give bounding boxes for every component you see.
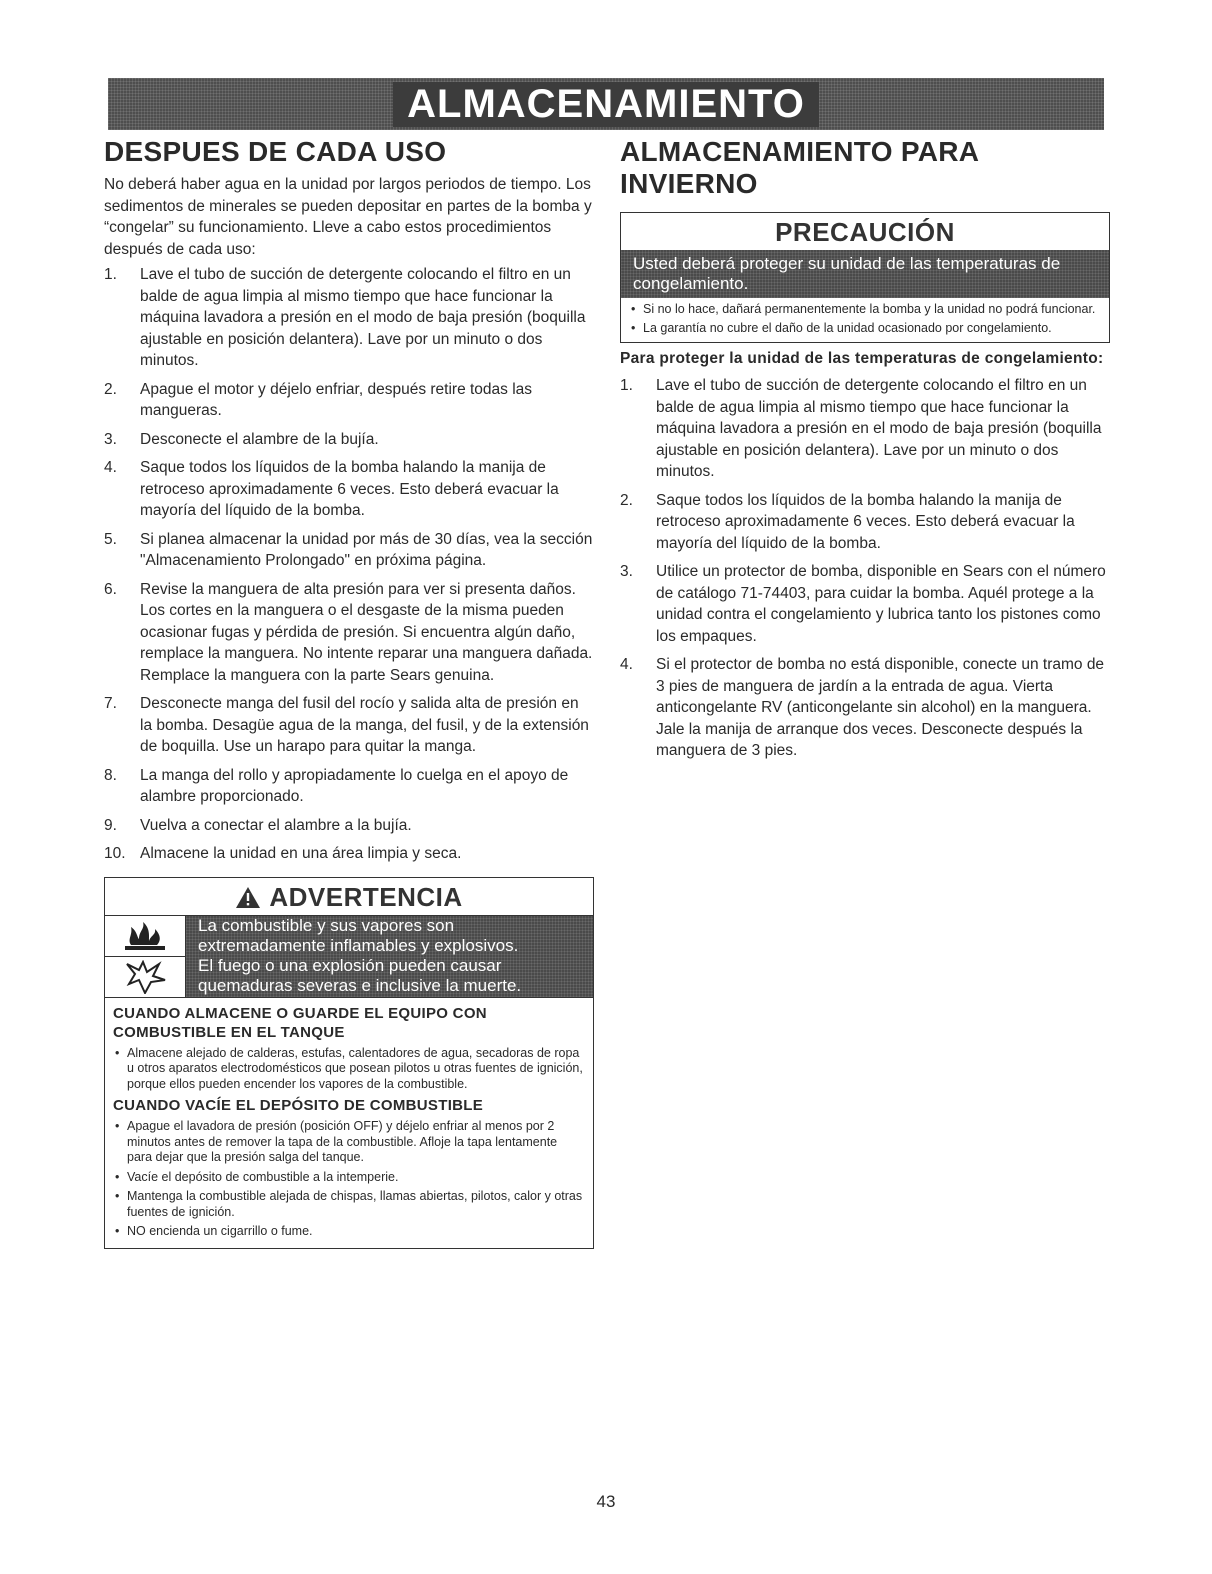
page-number: 43 — [596, 1492, 616, 1511]
list-item: • NO encienda un cigarrillo o fume. — [113, 1224, 585, 1240]
warning-body — [105, 997, 593, 1248]
list-item: • Si no lo hace, dañará permanentemente la bomba y la unidad no podrá funcionar. — [629, 302, 1101, 317]
after-use-intro: No deberá haber agua en la unidad por largos periodos de tiempo. Los sedimentos de minerales se pueden depositar en partes de la bomba y “congelar” su funcionamiento. Lleve a cabo estos procedimientos después de cada uso: — [104, 176, 592, 258]
list-item: 2. Saque todos los líquidos de la bomba halando la manija de retroceso aproximadamente 6 veces. Esto deberá evacuar la mayoría del líquido de la bomba. — [620, 491, 1075, 552]
list-item: 10. Almacene la unidad en una área limpia y seca. — [104, 845, 462, 863]
storage-fuel-list — [113, 1046, 585, 1093]
right-column — [620, 136, 1110, 769]
fire-hazard-text: La combustible y sus vapores son extremadamente inflamables y explosivos. — [198, 916, 519, 956]
list-item: 2. Apague el motor y déjelo enfriar, después retire todas las mangueras. — [104, 380, 533, 420]
winter-steps — [620, 375, 1110, 762]
left-column — [104, 136, 594, 1249]
list-item: 6. Revise la manguera de alta presión para ver si presenta daños. Los cortes en la manguera o el desgaste de la misma pueden ocasionar fugas y pérdida de presión. Si encuentra algún daño, remplace la manguera. No intente reparar una manguera dañada. Remplace la manguera con la parte Sears genuina. — [104, 580, 593, 684]
list-item: 1. Lave el tubo de succión de detergente colocando el filtro en un balde de agua limpia al mismo tiempo que hace funcionar la máquina lavadora a presión en el modo de baja presión (boquilla ajustable en posición delantera). Lave por un minuto o dos minutos. — [104, 266, 586, 370]
empty-tank-list — [113, 1119, 585, 1240]
list-item: 8. La manga del rollo y apropiadamente lo cuelga en el apoyo de alambre proporcionado. — [104, 766, 569, 806]
freeze-protection-subheading: Para proteger la unidad de las temperaturas de congelamiento: — [620, 350, 1104, 368]
list-item: 1. Lave el tubo de succión de detergente colocando el filtro en un balde de agua limpia al mismo tiempo que hace funcionar la máquina lavadora a presión en el modo de baja presión (boquilla ajustable en posición delantera). Lave por un minuto o dos minutos. — [620, 377, 1102, 481]
list-item: 3. Utilice un protector de bomba, disponible en Sears con el número de catálogo 71-74403, para cuidar la bomba. Aquél protege a la unidad contra el congelamiento y lubrica tanto los pistones como los empaques. — [620, 563, 1106, 645]
caution-hazard-text: Usted deberá proteger su unidad de las temperaturas de congelamiento. — [621, 250, 1109, 298]
list-item: 9. Vuelva a conectar el alambre a la bujía. — [104, 816, 412, 834]
caution-list — [621, 298, 1109, 342]
list-item: • Vacíe el depósito de combustible a la intemperie. — [113, 1170, 585, 1186]
winter-storage-heading: ALMACENAMIENTO PARA INVIERNO — [620, 136, 979, 200]
hazard-row — [105, 915, 593, 997]
list-item: 5. Si planea almacenar la unidad por más de 30 días, vea la sección "Almacenamiento Prolongado" en próxima página. — [104, 530, 593, 570]
list-item: • La garantía no cubre el daño de la unidad ocasionado por congelamiento. — [629, 321, 1101, 336]
section-banner — [108, 78, 1104, 130]
warning-title: ADVERTENCIA — [105, 878, 593, 915]
warning-box — [104, 877, 594, 1249]
hazard-icons — [105, 916, 186, 997]
after-use-steps — [104, 264, 594, 865]
fire-icon — [105, 916, 185, 956]
explosion-icon — [105, 956, 185, 997]
explosion-hazard-text: El fuego o una explosión pueden causar quemaduras severas e inclusive la muerte. — [198, 956, 522, 996]
caution-title: PRECAUCIÓN — [775, 217, 955, 248]
warning-triangle-icon — [235, 886, 261, 909]
storage-fuel-heading: CUANDO ALMACENE O GUARDE EL EQUIPO CON COMBUSTIBLE EN EL TANQUE — [113, 1004, 487, 1041]
after-use-heading: DESPUES DE CADA USO — [104, 136, 447, 167]
list-item: 3. Desconecte el alambre de la bujía. — [104, 430, 379, 448]
list-item: 4. Si el protector de bomba no está disponible, conecte un tramo de 3 pies de manguera de jardín a la entrada de agua. Vierta anticongelante RV (anticongelante sin alcohol) en la manguera. Jale la manija de arranque dos veces. Desconecte después la manguera de 3 pies. — [620, 656, 1105, 760]
list-item: • Mantenga la combustible alejada de chispas, llamas abiertas, pilotos, calor y otras fuentes de ignición. — [113, 1189, 585, 1220]
list-item: • Apague el lavadora de presión (posición OFF) y déjelo enfriar al menos por 2 minutos antes de remover la tapa de la combustible. Afloje la tapa lentamente para dejar que la presión salga del tanque. — [113, 1119, 585, 1166]
list-item: • Almacene alejado de calderas, estufas, calentadores de agua, secadoras de ropa u otros aparatos electrodomésticos que posean pilotos u otras fuentes de ignición, porque ellos pueden encender los vapores de la combustible. — [113, 1046, 585, 1093]
list-item: 7. Desconecte manga del fusil del rocío y salida alta de presión en la bomba. Desagüe agua de la manga, del fusil, y de la extensión de boquilla. Use un harapo para quitar la manga. — [104, 695, 589, 756]
banner-title: ALMACENAMIENTO — [393, 82, 819, 127]
list-item: 4. Saque todos los líquidos de la bomba halando la manija de retroceso aproximadamente 6 veces. Esto deberá evacuar la mayoría del líquido de la bomba. — [104, 459, 559, 520]
caution-box — [620, 212, 1110, 343]
empty-tank-heading: CUANDO VACÍE EL DEPÓSITO DE COMBUSTIBLE — [113, 1097, 484, 1115]
hazard-messages — [186, 916, 593, 997]
